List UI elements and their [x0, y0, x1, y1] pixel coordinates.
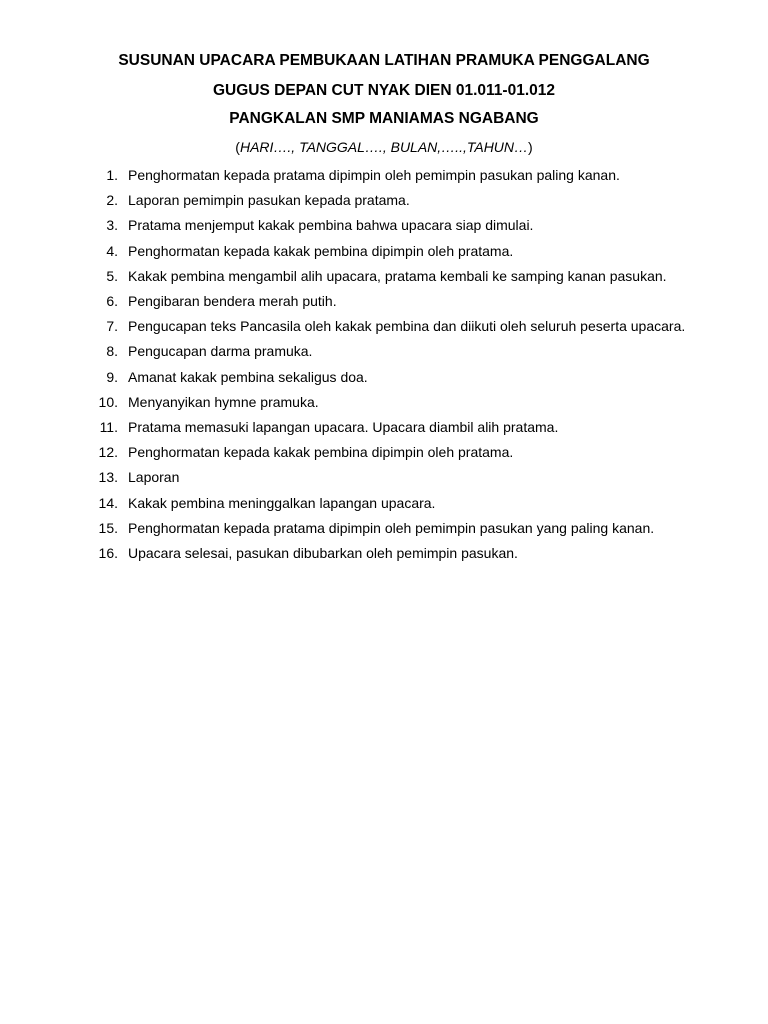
item-text: Amanat kakak pembina sekaligus doa. — [128, 368, 368, 385]
item-number: 5. — [106, 267, 118, 284]
list-item — [0, 440, 768, 465]
item-text: Pratama memasuki lapangan upacara. Upacara diambil alih pratama. — [128, 419, 559, 436]
item-text: Penghormatan kepada pratama dipimpin oleh pemimpin pasukan yang paling kanan. — [128, 519, 655, 536]
item-text: Menyanyikan hymne pramuka. — [128, 393, 319, 410]
list-item — [0, 541, 768, 566]
list-item — [0, 264, 768, 289]
item-text: Laporan — [128, 469, 180, 486]
list-item — [0, 365, 768, 390]
ceremony-steps-list — [0, 163, 768, 566]
item-text: Upacara selesai, pasukan dibubarkan oleh pemimpin pasukan. — [128, 545, 518, 562]
document-title-line-1: SUSUNAN UPACARA PEMBUKAAN LATIHAN PRAMUKA PENGGALANG — [118, 52, 650, 69]
item-number: 2. — [106, 192, 118, 209]
date-open-paren: ( — [235, 139, 240, 155]
list-item — [0, 213, 768, 238]
list-item — [0, 339, 768, 364]
item-number: 14. — [98, 494, 118, 511]
item-number: 8. — [106, 343, 118, 360]
list-item — [0, 289, 768, 314]
list-item — [0, 465, 768, 490]
item-number: 16. — [98, 545, 118, 562]
item-number: 11. — [99, 419, 118, 436]
date-placeholder-line — [0, 138, 768, 156]
item-number: 12. — [98, 444, 118, 461]
item-number: 7. — [106, 318, 118, 335]
item-number: 3. — [106, 217, 118, 234]
document-title-line-2: GUGUS DEPAN CUT NYAK DIEN 01.011-01.012 — [213, 82, 555, 99]
item-text: Penghormatan kepada kakak pembina dipimpin oleh pratama. — [128, 242, 514, 259]
list-item — [0, 516, 768, 541]
list-item — [0, 314, 768, 339]
item-text: Penghormatan kepada kakak pembina dipimpin oleh pratama. — [128, 444, 514, 461]
item-number: 4. — [106, 242, 118, 259]
item-text: Laporan pemimpin pasukan kepada pratama. — [128, 192, 410, 209]
list-item — [0, 163, 768, 188]
list-item — [0, 239, 768, 264]
list-item — [0, 390, 768, 415]
item-number: 9. — [106, 368, 118, 385]
item-text: Penghormatan kepada pratama dipimpin oleh pemimpin pasukan paling kanan. — [128, 167, 620, 183]
item-number: 13. — [98, 469, 118, 486]
document-title-line-3: PANGKALAN SMP MANIAMAS NGABANG — [229, 110, 539, 127]
date-placeholder-text: HARI…., TANGGAL…., BULAN,…..,TAHUN… — [239, 139, 529, 155]
item-number: 15. — [98, 519, 118, 536]
list-item — [0, 188, 768, 213]
item-text: Pengucapan darma pramuka. — [128, 343, 313, 360]
item-text: Kakak pembina mengambil alih upacara, pratama kembali ke samping kanan pasukan. — [128, 267, 667, 284]
item-text: Pengucapan teks Pancasila oleh kakak pembina dan diikuti oleh seluruh peserta upacara. — [128, 318, 686, 335]
item-number: 10. — [98, 393, 118, 410]
item-text: Pratama menjemput kakak pembina bahwa upacara siap dimulai. — [128, 217, 534, 234]
item-text: Kakak pembina meninggalkan lapangan upacara. — [128, 494, 436, 511]
date-close-paren: ) — [528, 139, 533, 155]
list-item — [0, 491, 768, 516]
item-number: 6. — [106, 293, 118, 310]
item-number: 1. — [106, 167, 118, 183]
list-item — [0, 415, 768, 440]
item-text: Pengibaran bendera merah putih. — [128, 293, 337, 310]
